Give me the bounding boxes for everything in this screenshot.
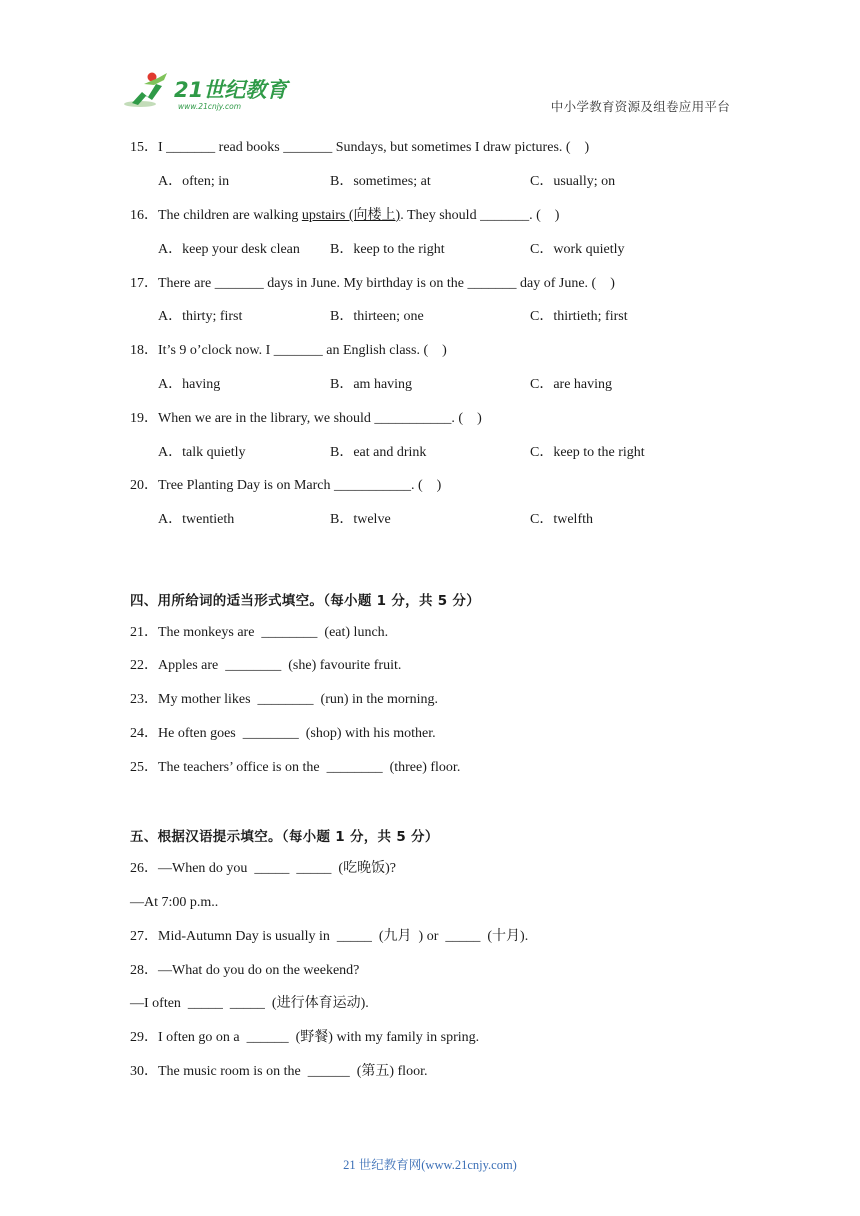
question-24: 24．He often goes ________ (shop) with his mother. (130, 726, 436, 741)
question-29: 29．I often go on a ______ (野餐) with my family in spring. (130, 1030, 480, 1045)
question-20: 20．Tree Planting Day is on March ___________. ( ) (130, 478, 442, 493)
q15-option-c: C．usually; on (530, 174, 616, 189)
q15-option-b: B．sometimes; at (330, 174, 431, 189)
q20-option-b: B．twelve (330, 512, 391, 527)
header-platform-text: 中小学教育资源及组卷应用平台 (550, 100, 730, 114)
question-19: 19．When we are in the library, we should ___________. ( ) (130, 411, 482, 426)
question-18: 18．It’s 9 o’clock now. I _______ an English class. ( ) (130, 343, 447, 358)
answer-28: —I often _____ _____ (进行体育运动). (130, 996, 369, 1011)
section-5-title: 五、根据汉语提示填空。（每小题 1 分，共 5 分） (130, 829, 439, 845)
21cnjy-logo (122, 70, 292, 114)
underlined-word: upstairs (向楼上) (301, 208, 401, 223)
question-17: 17．There are _______ days in June. My birthday is on the _______ day of June. ( ) (130, 276, 615, 291)
q18-option-b: B．am having (330, 377, 413, 392)
question-22: 22．Apples are ________ (she) favourite fruit. (130, 658, 402, 673)
q16-option-b: B．keep to the right (330, 242, 445, 257)
q20-option-c: C．twelfth (530, 512, 593, 527)
svg-text:21世纪教育: 21世纪教育 (174, 78, 288, 102)
q17-option-c: C．thirtieth; first (530, 309, 628, 324)
footer-link[interactable]: 21 世纪教育网(www.21cnjy.com) (343, 1158, 517, 1172)
q17-option-a: A．thirty; first (158, 309, 243, 324)
q20-option-a: A．twentieth (158, 512, 235, 527)
question-27: 27．Mid-Autumn Day is usually in _____ (九月 ) or _____ (十月). (130, 929, 529, 944)
question-21: 21．The monkeys are ________ (eat) lunch. (130, 625, 389, 640)
q17-option-b: B．thirteen; one (330, 309, 424, 324)
q16-option-a: A．keep your desk clean (158, 242, 300, 257)
q18-option-a: A．having (158, 377, 221, 392)
question-16: 16．The children are walking upstairs (向楼上). They should _______. ( ) (130, 208, 560, 223)
question-28: 28．—What do you do on the weekend? (130, 963, 360, 978)
answer-26: —At 7:00 p.m.. (130, 895, 219, 910)
q15-option-a: A．often; in (158, 174, 230, 189)
question-25: 25．The teachers’ office is on the ________ (three) floor. (130, 760, 461, 775)
q18-option-c: C．are having (530, 377, 613, 392)
q19-option-a: A．talk quietly (158, 445, 246, 460)
question-26: 26．—When do you _____ _____ (吃晚饭)? (130, 861, 396, 876)
q16-option-c: C．work quietly (530, 242, 625, 257)
question-15: 15．I _______ read books _______ Sundays, but sometimes I draw pictures. ( ) (130, 140, 590, 155)
question-23: 23．My mother likes ________ (run) in the morning. (130, 692, 438, 707)
q19-option-c: C．keep to the right (530, 445, 645, 460)
svg-text:www.21cnjy.com: www.21cnjy.com (178, 102, 242, 111)
section-4-title: 四、用所给词的适当形式填空。（每小题 1 分，共 5 分） (130, 593, 481, 609)
q19-option-b: B．eat and drink (330, 445, 427, 460)
question-30: 30．The music room is on the ______ (第五) floor. (130, 1064, 428, 1079)
